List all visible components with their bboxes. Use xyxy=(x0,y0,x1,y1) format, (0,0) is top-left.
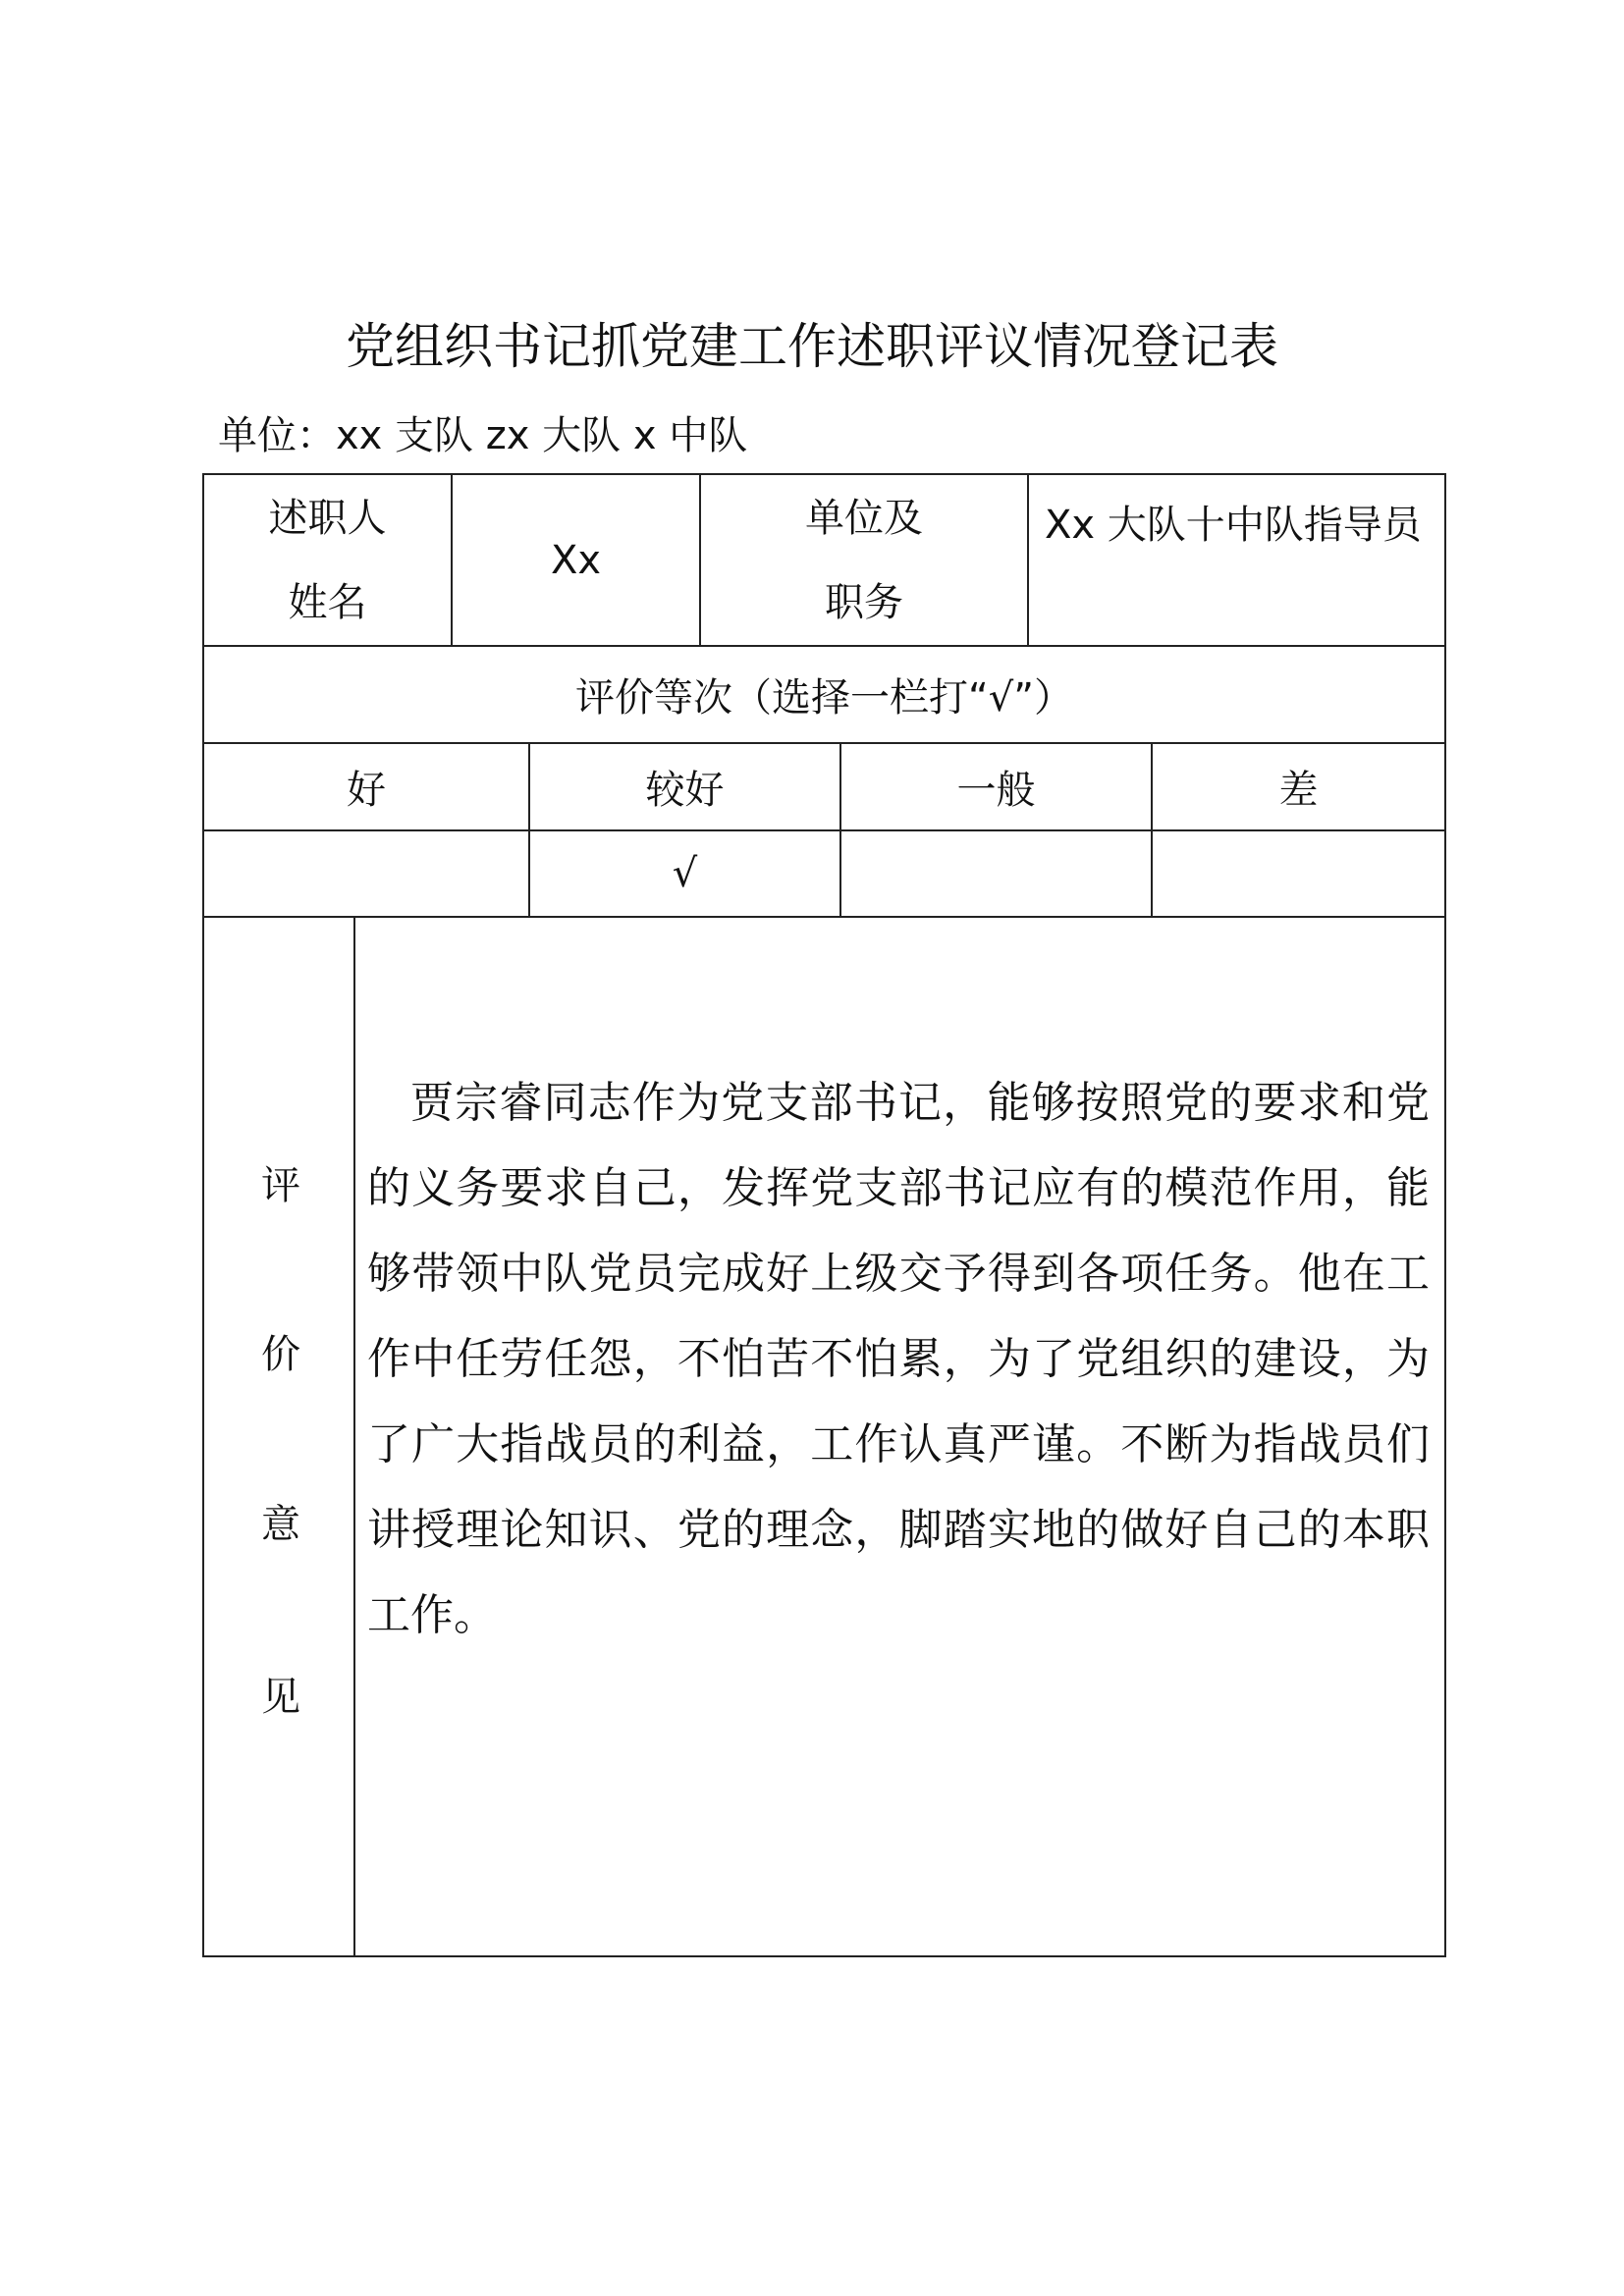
name-label-line2: 姓名 xyxy=(288,579,367,625)
name-label-line1: 述职人 xyxy=(268,495,387,541)
rating-good-label: 好 xyxy=(347,768,386,813)
position-label-line2: 职务 xyxy=(825,579,903,625)
position-value: Xx 大队十中队指导员 xyxy=(1045,503,1422,548)
name-label-cell xyxy=(204,475,451,645)
table-border-right xyxy=(1444,473,1446,1957)
rating-average-mark[interactable] xyxy=(841,831,1151,916)
comment-label-char: 意 xyxy=(261,1502,300,1547)
comment-text: 贾宗睿同志作为党支部书记，能够按照党的要求和党的义务要求自己，发挥党支部书记应有的模范作用，能够带领中队党员完成好上级交予得到各项任务。他在工作中任劳任怨，不怕苦不怕累，为了党组织的建设，为了广大指战员的利益，工作认真严谨。不断为指战员们讲授理论知识、党的理念，脚踏实地的做好自己的本职工作。 xyxy=(367,1078,1430,1640)
comment-label-char: 价 xyxy=(261,1332,300,1377)
position-label-line1: 单位及 xyxy=(805,495,923,541)
rating-poor-label: 差 xyxy=(1278,768,1319,813)
name-value: Xx xyxy=(550,537,602,583)
document-title: 党组织书记抓党建工作述职评议情况登记表 xyxy=(346,318,1278,375)
comment-label-char: 评 xyxy=(261,1163,300,1208)
rating-average-label: 一般 xyxy=(956,768,1036,813)
unit-line: 单位：xx 支队 zx 大队 x 中队 xyxy=(218,413,748,458)
rating-good-mark[interactable] xyxy=(204,831,528,916)
comment-label-char: 见 xyxy=(261,1675,300,1720)
rating-poor-mark[interactable] xyxy=(1153,831,1444,916)
rating-header: 评价等次（选择一栏打“√”） xyxy=(575,675,1073,721)
table-border-bottom xyxy=(202,1955,1446,1957)
position-label-cell xyxy=(701,475,1027,645)
rating-fairly-good-label: 较好 xyxy=(645,768,725,813)
row-divider xyxy=(202,916,1446,918)
col-divider xyxy=(353,916,355,1956)
rating-fairly-good-mark[interactable]: √ xyxy=(672,851,698,896)
